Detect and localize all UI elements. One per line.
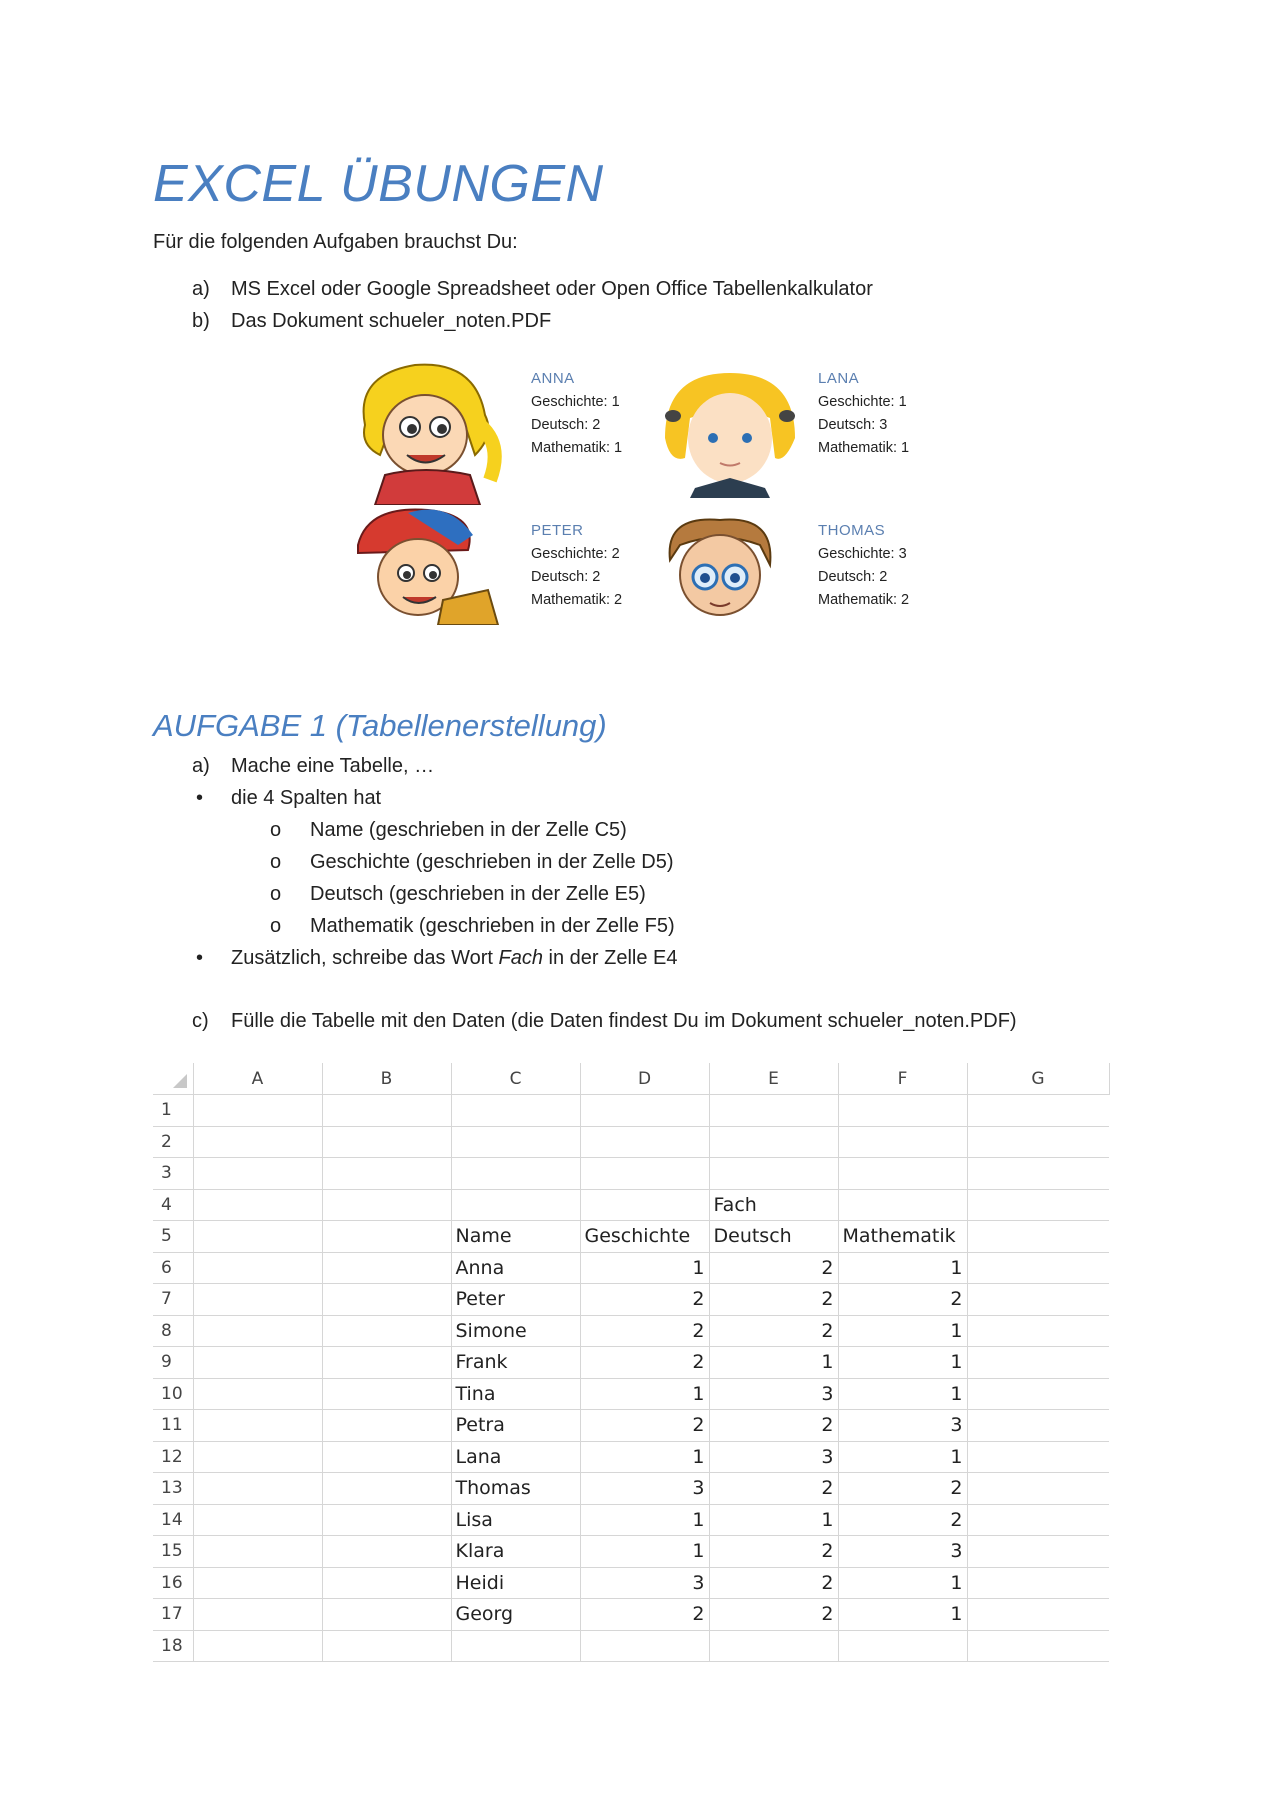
cell[interactable]: Heidi [451,1567,580,1599]
cell[interactable]: 2 [709,1536,838,1568]
cell[interactable] [838,1095,967,1127]
cell[interactable] [580,1158,709,1190]
list-marker: o [270,915,282,937]
cell[interactable] [451,1095,580,1127]
boy-cap-avatar [348,505,503,625]
cell[interactable] [580,1095,709,1127]
cell[interactable]: 3 [709,1378,838,1410]
girl-braids-avatar [345,355,505,505]
corner-triangle-icon [173,1074,187,1088]
row-header[interactable]: 1 [153,1095,193,1127]
table-row [153,1567,1109,1599]
grade-line: Deutsch: 2 [531,569,601,585]
table-row [153,1473,1109,1505]
list-marker: b) [192,310,210,332]
cell[interactable] [967,1410,1109,1442]
cell[interactable] [580,1630,709,1662]
cell[interactable]: 3 [709,1441,838,1473]
cell[interactable]: 2 [580,1347,709,1379]
cell[interactable] [193,1252,322,1284]
grade-line: Mathematik: 1 [818,440,910,456]
grade-line: Geschichte: 3 [818,546,907,562]
table-row [153,1410,1109,1442]
row-header[interactable]: 5 [153,1221,193,1253]
list-text: Name (geschrieben in der Zelle C5) [310,819,627,841]
list-text: MS Excel oder Google Spreadsheet oder Open Office Tabellenkalkulator [231,278,873,300]
cell[interactable] [967,1126,1109,1158]
cell[interactable]: Georg [451,1599,580,1631]
list-marker: a) [192,278,210,300]
cell[interactable] [967,1599,1109,1631]
table-row [153,1221,1109,1253]
row-header[interactable]: 8 [153,1315,193,1347]
cell[interactable]: 2 [580,1599,709,1631]
row-header[interactable]: 11 [153,1410,193,1442]
cell[interactable]: 2 [709,1410,838,1442]
spreadsheet-grid [153,1063,1110,1662]
cell[interactable]: 1 [580,1378,709,1410]
text-segment: Zusätzlich, schreibe das Wort [231,947,499,969]
list-marker: • [196,787,204,809]
cell[interactable]: 1 [838,1567,967,1599]
cell[interactable] [322,1284,451,1316]
cell[interactable]: Geschichte [580,1221,709,1253]
cell[interactable]: 3 [838,1536,967,1568]
cell[interactable] [322,1158,451,1190]
list-text: Das Dokument schueler_noten.PDF [231,310,552,332]
cell[interactable] [967,1536,1109,1568]
column-header-b[interactable]: B [322,1063,451,1095]
cell[interactable] [193,1536,322,1568]
row-header[interactable]: 17 [153,1599,193,1631]
cell[interactable] [193,1567,322,1599]
cell[interactable]: 1 [838,1441,967,1473]
table-row [153,1347,1109,1379]
cell[interactable]: 2 [838,1473,967,1505]
cell[interactable] [967,1378,1109,1410]
cell[interactable]: 2 [709,1473,838,1505]
column-header-g[interactable]: G [967,1063,1109,1095]
cell[interactable]: Simone [451,1315,580,1347]
cell[interactable] [322,1378,451,1410]
cell[interactable]: Tina [451,1378,580,1410]
grade-line: Mathematik: 1 [531,440,623,456]
row-header[interactable]: 3 [153,1158,193,1190]
cell[interactable] [451,1630,580,1662]
page-title: EXCEL ÜBUNGEN [153,155,604,213]
cell[interactable] [709,1095,838,1127]
cell[interactable] [967,1158,1109,1190]
cell[interactable] [967,1315,1109,1347]
cell[interactable]: Anna [451,1252,580,1284]
table-row [153,1441,1109,1473]
section-heading: AUFGABE 1 (Tabellenerstellung) [153,708,607,743]
row-header[interactable]: 7 [153,1284,193,1316]
cell[interactable] [322,1126,451,1158]
cell[interactable]: Frank [451,1347,580,1379]
cell[interactable] [193,1410,322,1442]
row-header[interactable]: 9 [153,1347,193,1379]
cell[interactable] [193,1504,322,1536]
cell[interactable] [193,1599,322,1631]
cell[interactable] [322,1599,451,1631]
cell[interactable] [322,1347,451,1379]
cell[interactable] [967,1473,1109,1505]
list-text: Mache eine Tabelle, … [231,755,435,777]
table-row [153,1126,1109,1158]
table-row [153,1284,1109,1316]
row-header[interactable]: 15 [153,1536,193,1568]
cell[interactable] [322,1095,451,1127]
list-text: Geschichte (geschrieben in der Zelle D5) [310,851,674,873]
grade-line: Deutsch: 2 [531,417,601,433]
cell[interactable]: Mathematik [838,1221,967,1253]
grade-line: Geschichte: 2 [531,546,620,562]
cell[interactable]: Lana [451,1441,580,1473]
cell[interactable]: 3 [580,1567,709,1599]
table-row [153,1158,1109,1190]
cell[interactable]: 2 [709,1284,838,1316]
cell[interactable] [322,1536,451,1568]
cell[interactable] [193,1095,322,1127]
cell[interactable] [967,1095,1109,1127]
cell[interactable] [967,1189,1109,1221]
cell[interactable]: 2 [709,1567,838,1599]
column-header-row [153,1063,1109,1095]
cell[interactable]: 1 [838,1252,967,1284]
cell[interactable]: Thomas [451,1473,580,1505]
cell[interactable] [580,1189,709,1221]
cell[interactable]: Klara [451,1536,580,1568]
cell[interactable] [322,1630,451,1662]
student-card-thomas [818,522,968,612]
cell[interactable] [193,1158,322,1190]
cell[interactable]: Petra [451,1410,580,1442]
table-row [153,1189,1109,1221]
cell[interactable] [193,1315,322,1347]
row-header[interactable]: 13 [153,1473,193,1505]
student-card-lana [818,370,968,460]
grade-line: Geschichte: 1 [818,394,907,410]
cell[interactable] [322,1252,451,1284]
cell[interactable]: 1 [838,1599,967,1631]
cell[interactable] [838,1189,967,1221]
row-header[interactable]: 10 [153,1378,193,1410]
cell[interactable] [967,1630,1109,1662]
student-name: PETER [531,522,584,539]
table-row [153,1095,1109,1127]
table-row [153,1504,1109,1536]
column-header-a[interactable]: A [193,1063,322,1095]
list-marker: • [196,947,204,969]
cell[interactable] [709,1126,838,1158]
cell[interactable]: Fach [709,1189,838,1221]
cell[interactable]: 1 [580,1441,709,1473]
cell[interactable] [193,1378,322,1410]
grade-line: Mathematik: 2 [818,592,910,608]
cell[interactable] [709,1158,838,1190]
table-row [153,1599,1109,1631]
table-row [153,1536,1109,1568]
cell[interactable] [322,1315,451,1347]
student-name: LANA [818,370,860,387]
row-header[interactable]: 12 [153,1441,193,1473]
cell[interactable] [322,1221,451,1253]
cell[interactable] [967,1347,1109,1379]
column-header-f[interactable]: F [838,1063,967,1095]
table-row [153,1315,1109,1347]
cell[interactable]: 2 [709,1315,838,1347]
cell[interactable]: 1 [580,1536,709,1568]
student-card-anna [531,370,681,460]
row-header[interactable]: 18 [153,1630,193,1662]
cell[interactable]: 2 [709,1252,838,1284]
cell[interactable] [451,1126,580,1158]
cell[interactable] [322,1189,451,1221]
cell[interactable]: 2 [709,1599,838,1631]
list-marker: a) [192,755,210,777]
cell[interactable] [967,1252,1109,1284]
cell[interactable] [193,1189,322,1221]
cell[interactable]: 2 [580,1410,709,1442]
list-marker: o [270,819,282,841]
cell[interactable] [322,1473,451,1505]
grade-line: Mathematik: 2 [531,592,623,608]
cell[interactable]: 1 [709,1347,838,1379]
student-card-peter [531,522,681,612]
grade-line: Geschichte: 1 [531,394,620,410]
cell[interactable]: 1 [838,1347,967,1379]
cell[interactable] [193,1347,322,1379]
cell[interactable]: Name [451,1221,580,1253]
cell[interactable] [967,1441,1109,1473]
cell[interactable]: 2 [580,1284,709,1316]
cell[interactable]: 1 [580,1252,709,1284]
cell[interactable] [967,1221,1109,1253]
list-text: die 4 Spalten hat [231,787,382,809]
row-header[interactable]: 4 [153,1189,193,1221]
cell[interactable] [838,1158,967,1190]
cell[interactable]: 2 [838,1284,967,1316]
student-name: THOMAS [818,522,886,539]
cell[interactable] [322,1567,451,1599]
cell[interactable]: 3 [838,1410,967,1442]
cell[interactable]: 1 [838,1315,967,1347]
cell[interactable]: 1 [709,1504,838,1536]
cell[interactable]: 1 [838,1378,967,1410]
table-row [153,1378,1109,1410]
cell[interactable] [838,1630,967,1662]
cell[interactable] [709,1630,838,1662]
list-text: Mathematik (geschrieben in der Zelle F5) [310,915,675,937]
table-row [153,1252,1109,1284]
cell[interactable]: Lisa [451,1504,580,1536]
cell[interactable] [322,1410,451,1442]
row-header[interactable]: 14 [153,1504,193,1536]
cell[interactable] [967,1284,1109,1316]
row-header[interactable]: 2 [153,1126,193,1158]
student-name: ANNA [531,370,575,387]
cell[interactable]: 1 [580,1504,709,1536]
column-header-d[interactable]: D [580,1063,709,1095]
cell[interactable] [451,1189,580,1221]
cell[interactable] [193,1441,322,1473]
intro-text: Für die folgenden Aufgaben brauchst Du: [153,231,518,253]
cell[interactable]: Peter [451,1284,580,1316]
grade-line: Deutsch: 2 [818,569,888,585]
list-text: Fülle die Tabelle mit den Daten (die Daten findest Du im Dokument schueler_noten.PDF) [231,1010,1017,1032]
row-header[interactable]: 6 [153,1252,193,1284]
cell[interactable]: 2 [838,1504,967,1536]
cell[interactable] [193,1221,322,1253]
column-header-c[interactable]: C [451,1063,580,1095]
list-text: Deutsch (geschrieben in der Zelle E5) [310,883,646,905]
cell[interactable] [193,1473,322,1505]
row-header[interactable]: 16 [153,1567,193,1599]
spreadsheet [153,1063,1109,1680]
cell[interactable] [451,1158,580,1190]
cell[interactable]: 3 [580,1473,709,1505]
cell[interactable] [193,1284,322,1316]
cell[interactable]: Deutsch [709,1221,838,1253]
cell[interactable] [838,1126,967,1158]
cell[interactable] [322,1504,451,1536]
list-text [231,948,678,968]
list-marker: o [270,851,282,873]
table-row [153,1630,1109,1662]
grade-line: Deutsch: 3 [818,417,888,433]
cell[interactable] [967,1504,1109,1536]
text-segment: in der Zelle E4 [542,947,678,969]
select-all-corner[interactable] [153,1063,193,1095]
list-marker: c) [192,1010,209,1032]
list-marker: o [270,883,282,905]
cell[interactable]: 2 [580,1315,709,1347]
emphasis-word: Fach [498,947,543,969]
cell[interactable] [322,1441,451,1473]
cell[interactable] [193,1126,322,1158]
cell[interactable] [580,1126,709,1158]
column-header-e[interactable]: E [709,1063,838,1095]
cell[interactable] [967,1567,1109,1599]
cell[interactable] [193,1630,322,1662]
